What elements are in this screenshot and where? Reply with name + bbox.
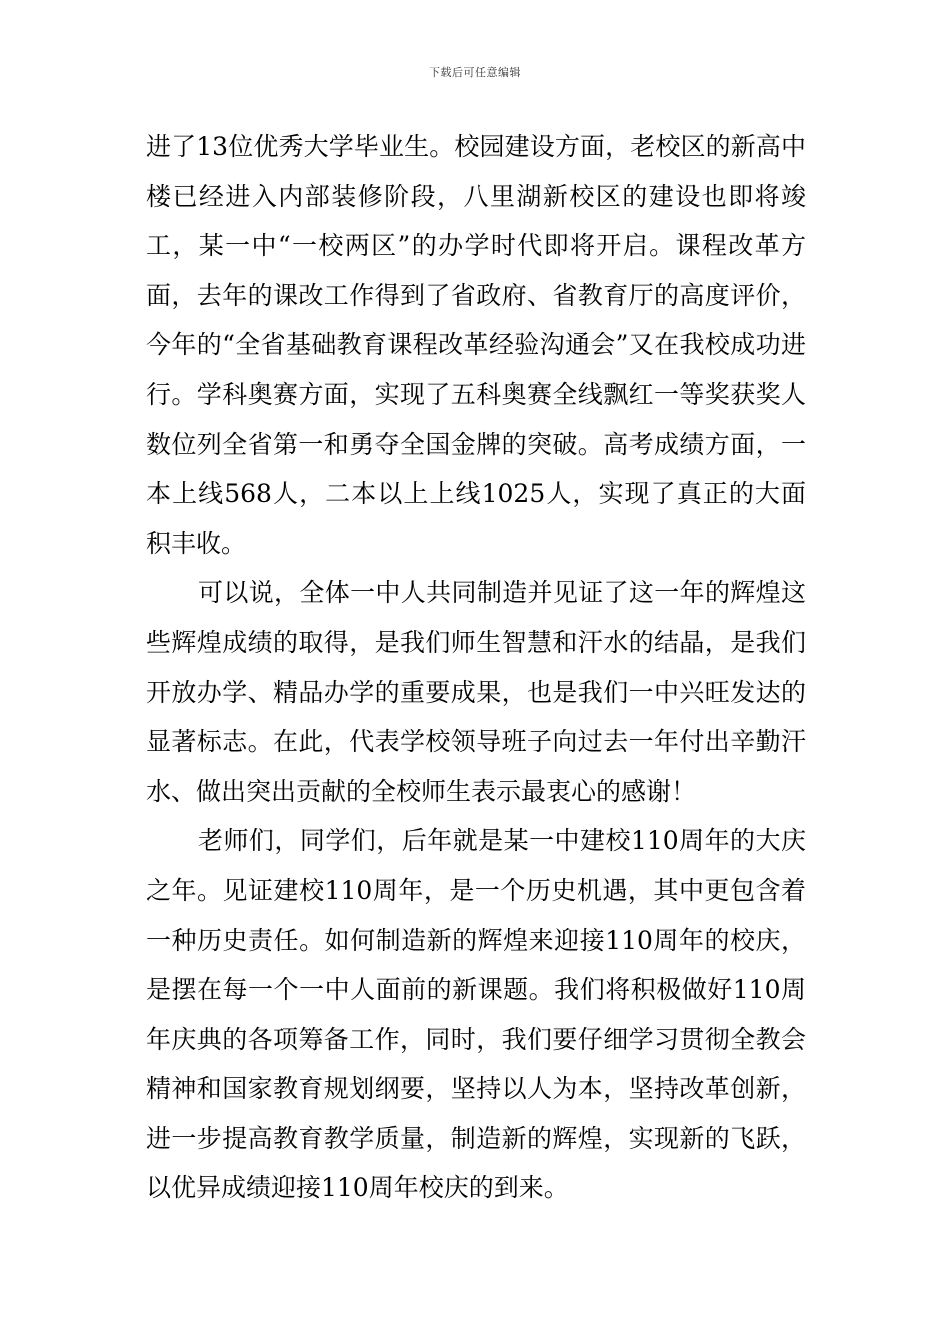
document-body <box>146 122 806 1213</box>
paragraph-continued: 进了13位优秀大学毕业生。校园建设方面，老校区的新高中楼已经进入内部装修阶段，八里湖新校区的建设也即将竣工，某一中“一校两区”的办学时代即将开启。课程改革方面，去年的课改工作得到了省政府、省教育厅的高度评价，今年的“全省基础教育课程改革经验沟通会”又在我校成功进行。学科奥赛方面，实现了五科奥赛全线飘红一等奖获奖人数位列全省第一和勇夺全国金牌的突破。高考成绩方面，一本上线568人，二本以上上线1025人，实现了真正的大面积丰收。 <box>146 132 806 558</box>
paragraph: 老师们，同学们，后年就是某一中建校110周年的大庆之年。见证建校110周年，是一个历史机遇，其中更包含着一种历史责任。如何制造新的辉煌来迎接110周年的校庆，是摆在每一个一中人面前的新课题。我们将积极做好110周年庆典的各项筹备工作，同时，我们要仔细学习贯彻全教会精神和国家教育规划纲要，坚持以人为本，坚持改革创新，进一步提高教育教学质量，制造新的辉煌，实现新的飞跃，以优异成绩迎接110周年校庆的到来。 <box>146 826 806 1203</box>
paragraph: 可以说，全体一中人共同制造并见证了这一年的辉煌这些辉煌成绩的取得，是我们师生智慧和汗水的结晶，是我们开放办学、精品办学的重要成果，也是我们一中兴旺发达的显著标志。在此，代表学校领导班子向过去一年付出辛勤汗水、做出突出贡献的全校师生表示最衷心的感谢！ <box>146 578 806 806</box>
page-header: 下载后可任意编辑 <box>429 66 521 79</box>
